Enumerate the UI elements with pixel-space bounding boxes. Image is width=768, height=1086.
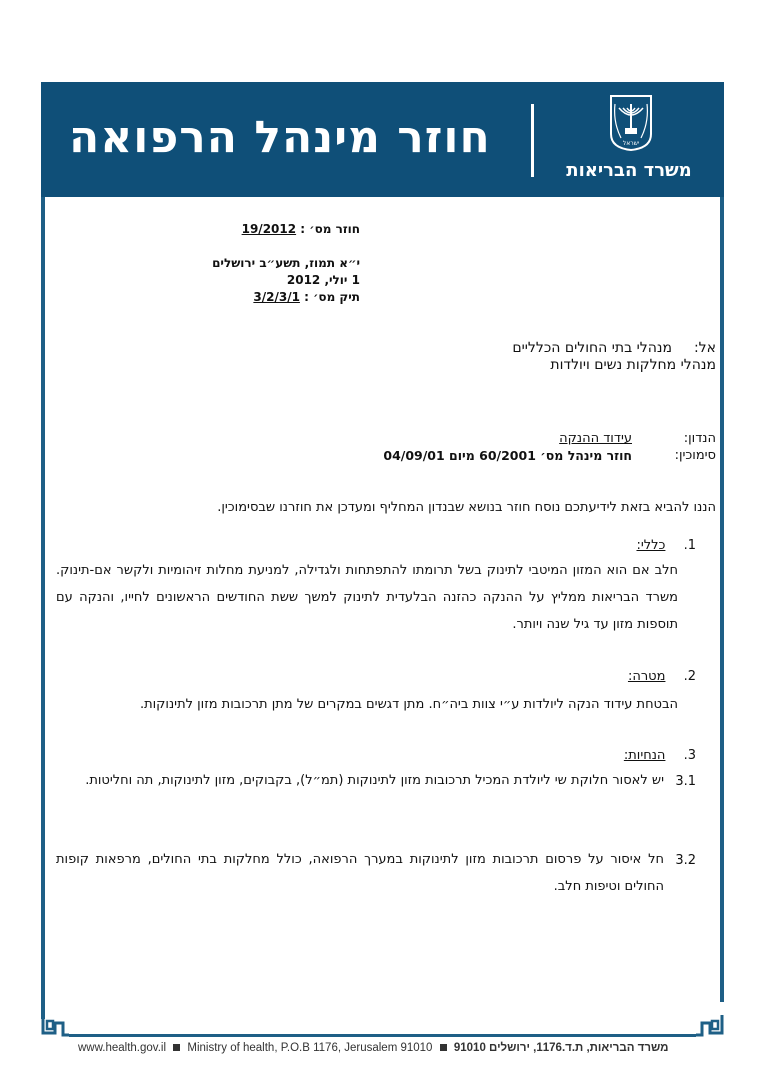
file-number-label: תיק מס׳ : [304,290,360,304]
footer-separator-icon [440,1044,447,1051]
header-divider [531,104,534,177]
item-3-1-text: יש לאסור חלוקת שי ליולדת המכיל תרכובות מזון לתינוקות (תמ״ל), בקבוקים, מזון לתינוקות, תה וחליטות. [85,773,664,788]
svg-text:ישראל: ישראל [622,140,640,147]
section-1-text: חלב אם הוא המזון המיטבי לתינוק בשל תרומתו להתפתחות ולגדילה, למניעת מחלות זיהומיות ולקשר אם-תינוק. משרד הבריאות ממליץ על ההנקה כהזנה הבלעדית לתינוק למשך ששת החודשים הראשונים לחייו, והנקה עם תוספות מזון עד גיל שנה ויותר. [56,563,678,632]
to-recipient-1: מנהלי בתי החולים הכלליים [512,340,672,356]
footer-contact [78,1042,669,1054]
subject-value: עידוד ההנקה [559,431,632,446]
gregorian-date: 1 יולי, 2012 [286,273,360,287]
section-3-number: 3. [683,748,696,763]
section-2-number: 2. [683,669,696,684]
section-2-heading [628,669,696,684]
file-number-line [253,290,360,304]
ministry-name: משרד הבריאות [566,160,692,181]
reference-value: חוזר מינהל מס׳ 60/2001 מיום 04/09/01 [383,448,632,463]
footer-hebrew-address: משרד הבריאות, ת.ד.1176, ירושלים 91010 [453,1042,669,1054]
document-title: חוזר מינהל הרפואה [69,112,491,163]
file-number: 3/2/3/1 [253,290,300,304]
to-label: אל: [693,340,716,356]
frame-corner-ornament-right [696,997,724,1037]
item-3-1-number: 3.1 [675,774,696,789]
circular-number-label: חוזר מס׳ : [300,222,360,236]
to-recipient-2: מנהלי מחלקות נשים ויולדות [550,357,716,373]
hebrew-date: י״א תמוז, תשע״ב ירושלים [212,256,360,270]
section-2-title: מטרה: [627,669,666,684]
state-emblem-icon [607,94,655,152]
section-1-heading [636,538,696,553]
footer-separator-icon [173,1044,180,1051]
section-1-title: כללי: [636,538,666,553]
section-1-number: 1. [683,538,696,553]
section-3-title: הנחיות: [623,748,666,763]
footer-website[interactable]: www.health.gov.il [78,1042,166,1054]
circular-number-line [242,222,360,236]
frame-left-border [41,82,45,1002]
reference-label: סימוכין: [674,448,716,463]
subject-label: הנדון: [683,431,716,446]
footer-english-address: Ministry of health, P.O.B 1176, Jerusalem 91010 [187,1042,433,1054]
section-3-heading [624,748,696,763]
item-3-2-number: 3.2 [675,853,696,868]
intro-paragraph: הננו להביא בזאת לידיעתכם נוסח חוזר בנושא שבנדון המחליף ומעדכן את חוזרנו שבסימוכין. [217,500,716,515]
item-3-2-text: חל איסור על פרסום תרכובות מזון לתינוקות במערך הרפואה, כולל מחלקות בתי החולים, מרפאות קופות החולים וטיפות חלב. [56,852,664,894]
frame-bottom-border [69,1034,696,1037]
circular-number: 19/2012 [241,222,297,236]
section-2-text: הבטחת עידוד הנקה ליולדות ע״י צוות ביה״ח. מתן דגשים במקרים של מתן תרכובות מזון לתינוקות. [139,697,678,712]
frame-corner-ornament-left [41,997,69,1037]
frame-right-border [720,82,724,1002]
header-banner [41,82,724,197]
